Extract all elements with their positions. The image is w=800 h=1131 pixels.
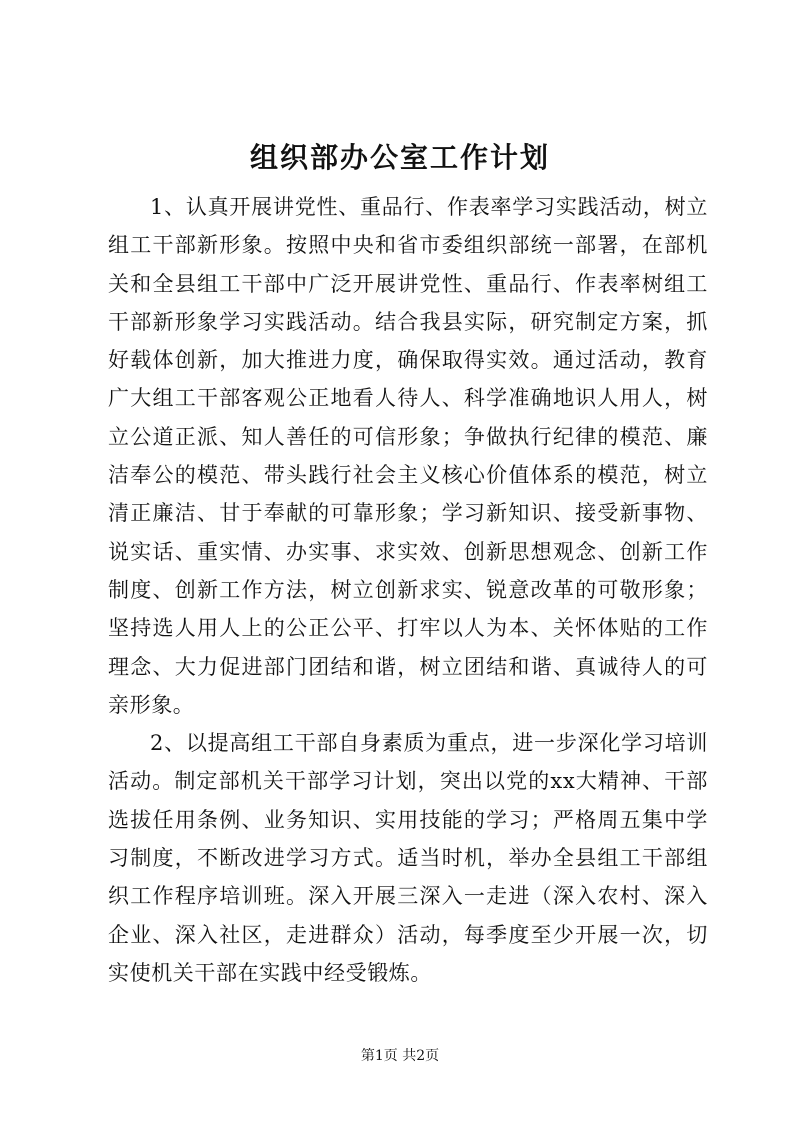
paragraph-1: 1、认真开展讲党性、重品行、作表率学习实践活动，树立组工干部新形象。按照中央和省市委组织部统一部署，在部机关和全县组工干部中广泛开展讲党性、重品行、作表率树组工干部新形象学习实践活动。结合我县实际，研究制定方案，抓好载体创新，加大推进力度，确保取得实效。通过活动，教育广大组工干部客观公正地看人待人、科学准确地识人用人，树立公道正派、知人善任的可信形象；争做执行纪律的模范、廉洁奉公的模范、带头践行社会主义核心价值体系的模范，树立清正廉洁、甘于奉献的可靠形象；学习新知识、接受新事物、说实话、重实情、办实事、求实效、创新思想观念、创新工作制度、创新工作方法，树立创新求实、锐意改革的可敬形象；坚持选人用人上的公正公平、打牢以人为本、关怀体贴的工作理念、大力促进部门团结和谐，树立团结和谐、真诚待人的可亲形象。 [108, 195, 708, 717]
document-body [108, 188, 708, 992]
paragraph-2: 2、以提高组工干部自身素质为重点，进一步深化学习培训活动。制定部机关干部学习计划，突出以党的xx大精神、干部选拔任用条例、业务知识、实用技能的学习；严格周五集中学习制度，不断改进学习方式。适当时机，举办全县组工干部组织工作程序培训班。深入开展三深入一走进（深入农村、深入企业、深入社区，走进群众）活动，每季度至少开展一次，切实使机关干部在实践中经受锻炼。 [108, 731, 708, 985]
document-title: 组织部办公室工作计划 [249, 141, 550, 174]
page-number-footer: 第1页 共2页 [360, 1048, 440, 1064]
